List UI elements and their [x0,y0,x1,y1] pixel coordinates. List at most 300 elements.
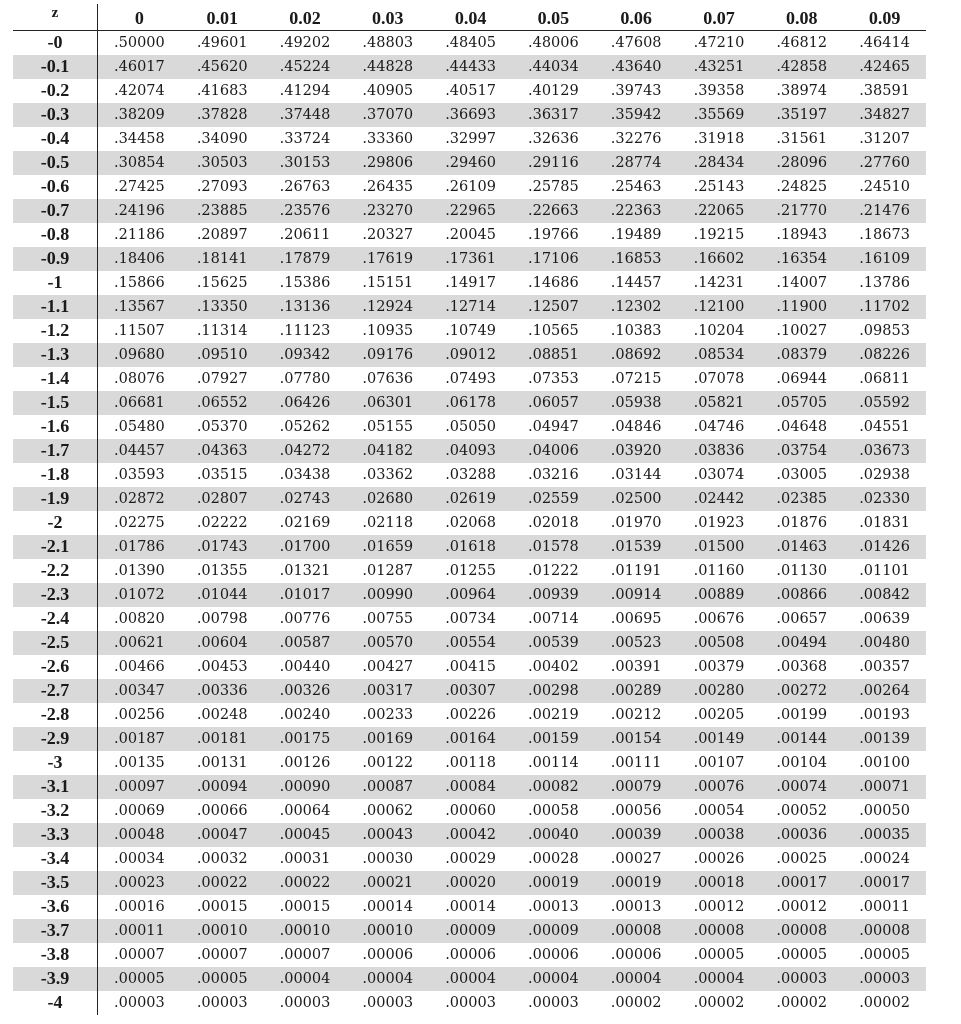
table-cell: .00015 [196,898,248,915]
table-cell: .00028 [528,850,579,867]
table-row [13,127,926,151]
table-row [13,535,926,559]
table-cell: .03515 [196,466,248,483]
table-cell: .22965 [429,199,512,223]
table-cell: .00122 [362,754,414,771]
table-cell: .23885 [181,199,264,223]
column-header-cell: 0.05 [512,4,595,31]
table-cell: .02743 [264,487,347,511]
table-cell: .20045 [445,226,496,243]
table-cell: .00002 [610,994,662,1011]
table-cell: .00107 [693,754,745,771]
table-cell: .05821 [678,391,761,415]
table-cell: .40129 [528,82,579,99]
table-cell: .01191 [610,562,662,579]
table-cell: .02559 [512,487,595,511]
table-cell: .00714 [528,610,579,627]
table-cell: .13136 [264,295,347,319]
table-cell: .00002 [859,994,910,1011]
table-cell: .24510 [859,178,910,195]
table-cell: .16602 [678,247,761,271]
table-cell: .16354 [760,247,843,271]
table-cell: .43640 [595,55,678,79]
table-cell: .01463 [760,535,843,559]
table-cell: .00587 [264,631,347,655]
table-cell: .00039 [595,823,678,847]
table-cell: .00307 [429,679,512,703]
table-cell: .05370 [196,418,248,435]
table-cell: .05592 [843,391,926,415]
table-cell: .04182 [346,439,429,463]
table-cell: .00007 [196,946,248,963]
table-cell: .00175 [264,727,347,751]
table-cell: .00023 [98,871,181,895]
table-cell: .00035 [843,823,926,847]
table-cell: .17361 [429,247,512,271]
table-cell: .00003 [114,994,165,1011]
row-z-label: -1.7 [13,439,98,463]
table-cell: .14917 [445,274,496,291]
table-cell: .00006 [528,946,579,963]
table-cell: .00676 [693,610,745,627]
row-z-label: -4 [13,991,98,1015]
table-cell: .00212 [610,706,662,723]
table-cell: .12714 [429,295,512,319]
table-cell: .00007 [114,946,165,963]
table-cell: .00019 [595,871,678,895]
table-cell: .09342 [264,343,347,367]
table-cell: .00038 [678,823,761,847]
table-cell: .42465 [843,55,926,79]
table-cell: .34090 [196,130,248,147]
table-cell: .44433 [429,55,512,79]
table-cell: .48803 [362,34,414,51]
table-cell: .01287 [362,562,414,579]
table-cell: .00820 [114,610,165,627]
column-header-cell: 0.02 [264,4,347,31]
table-cell: .02222 [196,514,248,531]
table-cell: .03216 [528,466,579,483]
row-z-label: -1.8 [13,463,98,487]
table-cell: .07493 [445,370,496,387]
table-cell: .44828 [346,55,429,79]
table-row [13,871,926,895]
table-cell: .00164 [429,727,512,751]
table-row [13,823,926,847]
row-z-label: -3 [13,751,98,775]
row-z-label: -3.7 [13,919,98,943]
table-cell: .00193 [859,706,910,723]
table-row [13,751,926,775]
table-cell: .00272 [760,679,843,703]
table-cell: .22065 [678,199,761,223]
table-cell: .10749 [445,322,496,339]
table-row [13,511,926,535]
table-cell: .31918 [693,130,745,147]
table-cell: .00776 [279,610,331,627]
table-cell: .00964 [429,583,512,607]
table-cell: .00159 [512,727,595,751]
column-header-cell: 0 [98,4,181,31]
table-cell: .00013 [610,898,662,915]
table-cell: .05938 [595,391,678,415]
table-cell: .01321 [279,562,331,579]
table-cell: .32276 [610,130,662,147]
table-cell: .00012 [776,898,828,915]
table-cell: .00004 [595,967,678,991]
table-cell: .22663 [512,199,595,223]
table-cell: .00052 [776,802,828,819]
table-cell: .37070 [346,103,429,127]
row-z-label: -3.2 [13,799,98,823]
table-cell: .07780 [279,370,331,387]
table-cell: .32997 [445,130,496,147]
table-cell: .37448 [264,103,347,127]
table-cell: .15386 [279,274,331,291]
table-cell: .13350 [181,295,264,319]
table-cell: .41294 [279,82,331,99]
table-cell: .40517 [445,82,496,99]
column-header-cell: 0.09 [843,4,926,31]
table-cell: .35569 [678,103,761,127]
table-cell: .00034 [114,850,165,867]
table-cell: .05705 [760,391,843,415]
table-cell: .07215 [610,370,662,387]
table-cell: .00006 [362,946,414,963]
table-cell: .00058 [528,802,579,819]
table-cell: .02872 [98,487,181,511]
table-cell: .24825 [776,178,828,195]
table-cell: .03144 [610,466,662,483]
table-cell: .26763 [279,178,331,195]
table-cell: .36693 [429,103,512,127]
table-cell: .00003 [196,994,248,1011]
table-cell: .00326 [264,679,347,703]
table-cell: .27425 [114,178,165,195]
table-cell: .04551 [859,418,910,435]
table-cell: .00005 [693,946,745,963]
table-row [13,151,926,175]
table-cell: .24196 [98,199,181,223]
table-cell: .39358 [693,82,745,99]
table-cell: .17879 [264,247,347,271]
row-z-label: -3.6 [13,895,98,919]
table-cell: .00368 [776,658,828,675]
header-row [13,4,926,31]
table-cell: .00248 [196,706,248,723]
table-cell: .00005 [859,946,910,963]
table-cell: .45224 [264,55,347,79]
table-cell: .06057 [512,391,595,415]
row-z-label: -3.3 [13,823,98,847]
table-cell: .33724 [279,130,331,147]
table-cell: .00016 [114,898,165,915]
table-cell: .01160 [693,562,745,579]
table-cell: .00126 [279,754,331,771]
table-cell: .02938 [859,466,910,483]
table-cell: .00066 [196,802,248,819]
table-cell: .00047 [181,823,264,847]
table-cell: .01831 [859,514,910,531]
table-cell: .00087 [346,775,429,799]
row-z-label: -2.1 [13,535,98,559]
table-cell: .00317 [346,679,429,703]
table-cell: .01700 [264,535,347,559]
column-header-cell: 0.06 [595,4,678,31]
row-z-label: -0.8 [13,223,98,247]
table-cell: .40905 [362,82,414,99]
table-cell: .06426 [264,391,347,415]
table-cell: .18673 [859,226,910,243]
table-cell: .00018 [678,871,761,895]
table-cell: .08851 [512,343,595,367]
table-cell: .00090 [264,775,347,799]
table-cell: .20897 [196,226,248,243]
table-cell: .31207 [859,130,910,147]
row-z-label: -2.9 [13,727,98,751]
table-row [13,175,926,199]
table-cell: .00019 [512,871,595,895]
table-cell: .00027 [610,850,662,867]
table-cell: .21476 [843,199,926,223]
table-cell: .11900 [760,295,843,319]
table-cell: .03288 [445,466,496,483]
table-cell: .27760 [843,151,926,175]
table-cell: .00003 [843,967,926,991]
table-cell: .00029 [445,850,496,867]
table-cell: .00135 [114,754,165,771]
table-cell: .18406 [98,247,181,271]
table-cell: .37828 [181,103,264,127]
table-cell: .01578 [512,535,595,559]
table-row [13,559,926,583]
table-cell: .05050 [445,418,496,435]
table-row [13,775,926,799]
table-cell: .10565 [528,322,579,339]
table-cell: .19215 [693,226,745,243]
table-cell: .00062 [362,802,414,819]
column-header-cell: 0.03 [346,4,429,31]
table-cell: .43251 [678,55,761,79]
table-cell: .00889 [678,583,761,607]
table-cell: .02500 [595,487,678,511]
table-cell: .00336 [181,679,264,703]
table-cell: .06552 [181,391,264,415]
table-cell: .09680 [98,343,181,367]
table-cell: .03593 [114,466,165,483]
table-cell: .00554 [429,631,512,655]
table-cell: .36317 [512,103,595,127]
table-cell: .19489 [610,226,662,243]
table-cell: .04846 [610,418,662,435]
table-cell: .48405 [445,34,496,51]
table-cell: .35942 [595,103,678,127]
table-cell: .00298 [512,679,595,703]
table-cell: .00032 [196,850,248,867]
table-cell: .01876 [776,514,828,531]
table-cell: .00415 [445,658,496,675]
table-cell: .00082 [512,775,595,799]
table-row [13,943,926,967]
table-row [13,655,926,679]
table-cell: .00010 [346,919,429,943]
table-cell: .04457 [98,439,181,463]
table-cell: .08692 [595,343,678,367]
table-cell: .00010 [264,919,347,943]
column-header-cell: 0.04 [429,4,512,31]
table-cell: .00025 [776,850,828,867]
table-cell: .00021 [346,871,429,895]
table-cell: .00031 [279,850,331,867]
table-cell: .50000 [114,34,165,51]
table-cell: .00036 [760,823,843,847]
table-cell: .15151 [362,274,414,291]
table-cell: .00114 [528,754,579,771]
table-cell: .41683 [196,82,248,99]
table-cell: .00097 [98,775,181,799]
table-cell: .00006 [445,946,496,963]
table-cell: .11507 [114,322,165,339]
table-cell: .00045 [264,823,347,847]
table-cell: .00003 [279,994,331,1011]
table-cell: .35197 [760,103,843,127]
table-cell: .00040 [512,823,595,847]
table-cell: .00069 [114,802,165,819]
table-cell: .26109 [445,178,496,195]
table-cell: .00939 [512,583,595,607]
table-cell: .00011 [98,919,181,943]
table-cell: .01743 [181,535,264,559]
table-cell: .00187 [98,727,181,751]
row-z-label: -0.2 [13,79,98,103]
table-cell: .00010 [181,919,264,943]
table-cell: .22363 [595,199,678,223]
table-cell: .10935 [362,322,414,339]
table-cell: .01970 [610,514,662,531]
table-cell: .14457 [610,274,662,291]
table-cell: .05480 [114,418,165,435]
table-cell: .03673 [843,439,926,463]
table-row [13,799,926,823]
z-corner-label: z [13,4,98,31]
table-cell: .00054 [693,802,745,819]
row-z-label: -0.7 [13,199,98,223]
table-cell: .00094 [181,775,264,799]
table-cell: .00042 [429,823,512,847]
table-cell: .04272 [264,439,347,463]
table-cell: .00494 [760,631,843,655]
table-row [13,439,926,463]
table-cell: .06944 [776,370,828,387]
table-cell: .00011 [859,898,910,915]
table-cell: .00004 [429,967,512,991]
table-cell: .00017 [843,871,926,895]
table-cell: .00169 [346,727,429,751]
table-cell: .03438 [279,466,331,483]
row-z-label: -2 [13,511,98,535]
table-cell: .30503 [181,151,264,175]
table-cell: .06811 [859,370,910,387]
table-cell: .00402 [528,658,579,675]
table-cell: .00264 [843,679,926,703]
row-z-label: -1.5 [13,391,98,415]
table-row [13,319,926,343]
table-cell: .49601 [196,34,248,51]
table-cell: .00026 [693,850,745,867]
table-cell: .08534 [678,343,761,367]
table-cell: .30854 [98,151,181,175]
table-cell: .02330 [843,487,926,511]
table-cell: .00002 [693,994,745,1011]
table-cell: .29116 [512,151,595,175]
table-cell: .02169 [279,514,331,531]
table-cell: .45620 [181,55,264,79]
z-table [13,4,926,1015]
table-cell: .08076 [114,370,165,387]
table-cell: .00480 [843,631,926,655]
table-cell: .38209 [98,103,181,127]
table-cell: .33360 [362,130,414,147]
row-z-label: -2.5 [13,631,98,655]
table-cell: .09176 [346,343,429,367]
table-cell: .25143 [693,178,745,195]
table-cell: .10204 [693,322,745,339]
table-cell: .00006 [610,946,662,963]
table-cell: .00060 [445,802,496,819]
table-cell: .02385 [760,487,843,511]
table-cell: .19766 [528,226,579,243]
table-cell: .07636 [362,370,414,387]
table-cell: .00226 [445,706,496,723]
table-cell: .01222 [528,562,579,579]
table-cell: .21186 [114,226,165,243]
table-cell: .01355 [196,562,248,579]
table-cell: .00043 [346,823,429,847]
table-cell: .28096 [760,151,843,175]
table-cell: .14686 [528,274,579,291]
column-header-cell: 0.01 [181,4,264,31]
table-cell: .38591 [859,82,910,99]
table-row [13,223,926,247]
table-cell: .01923 [693,514,745,531]
table-cell: .00118 [445,754,496,771]
table-cell: .00008 [595,919,678,943]
table-cell: .25785 [528,178,579,195]
table-cell: .11123 [279,322,331,339]
table-cell: .00379 [693,658,745,675]
row-z-label: -0.4 [13,127,98,151]
row-z-label: -2.8 [13,703,98,727]
table-cell: .00005 [181,967,264,991]
table-cell: .31561 [776,130,828,147]
table-cell: .00084 [429,775,512,799]
table-row [13,487,926,511]
table-cell: .00048 [98,823,181,847]
table-cell: .00002 [776,994,828,1011]
row-z-label: -1.6 [13,415,98,439]
table-cell: .00734 [445,610,496,627]
table-cell: .00233 [362,706,414,723]
row-z-label: -3.5 [13,871,98,895]
table-cell: .46017 [98,55,181,79]
table-cell: .00357 [859,658,910,675]
table-cell: .03836 [678,439,761,463]
table-cell: .18141 [181,247,264,271]
table-cell: .00256 [114,706,165,723]
table-cell: .00007 [279,946,331,963]
row-z-label: -2.6 [13,655,98,679]
table-cell: .00009 [512,919,595,943]
